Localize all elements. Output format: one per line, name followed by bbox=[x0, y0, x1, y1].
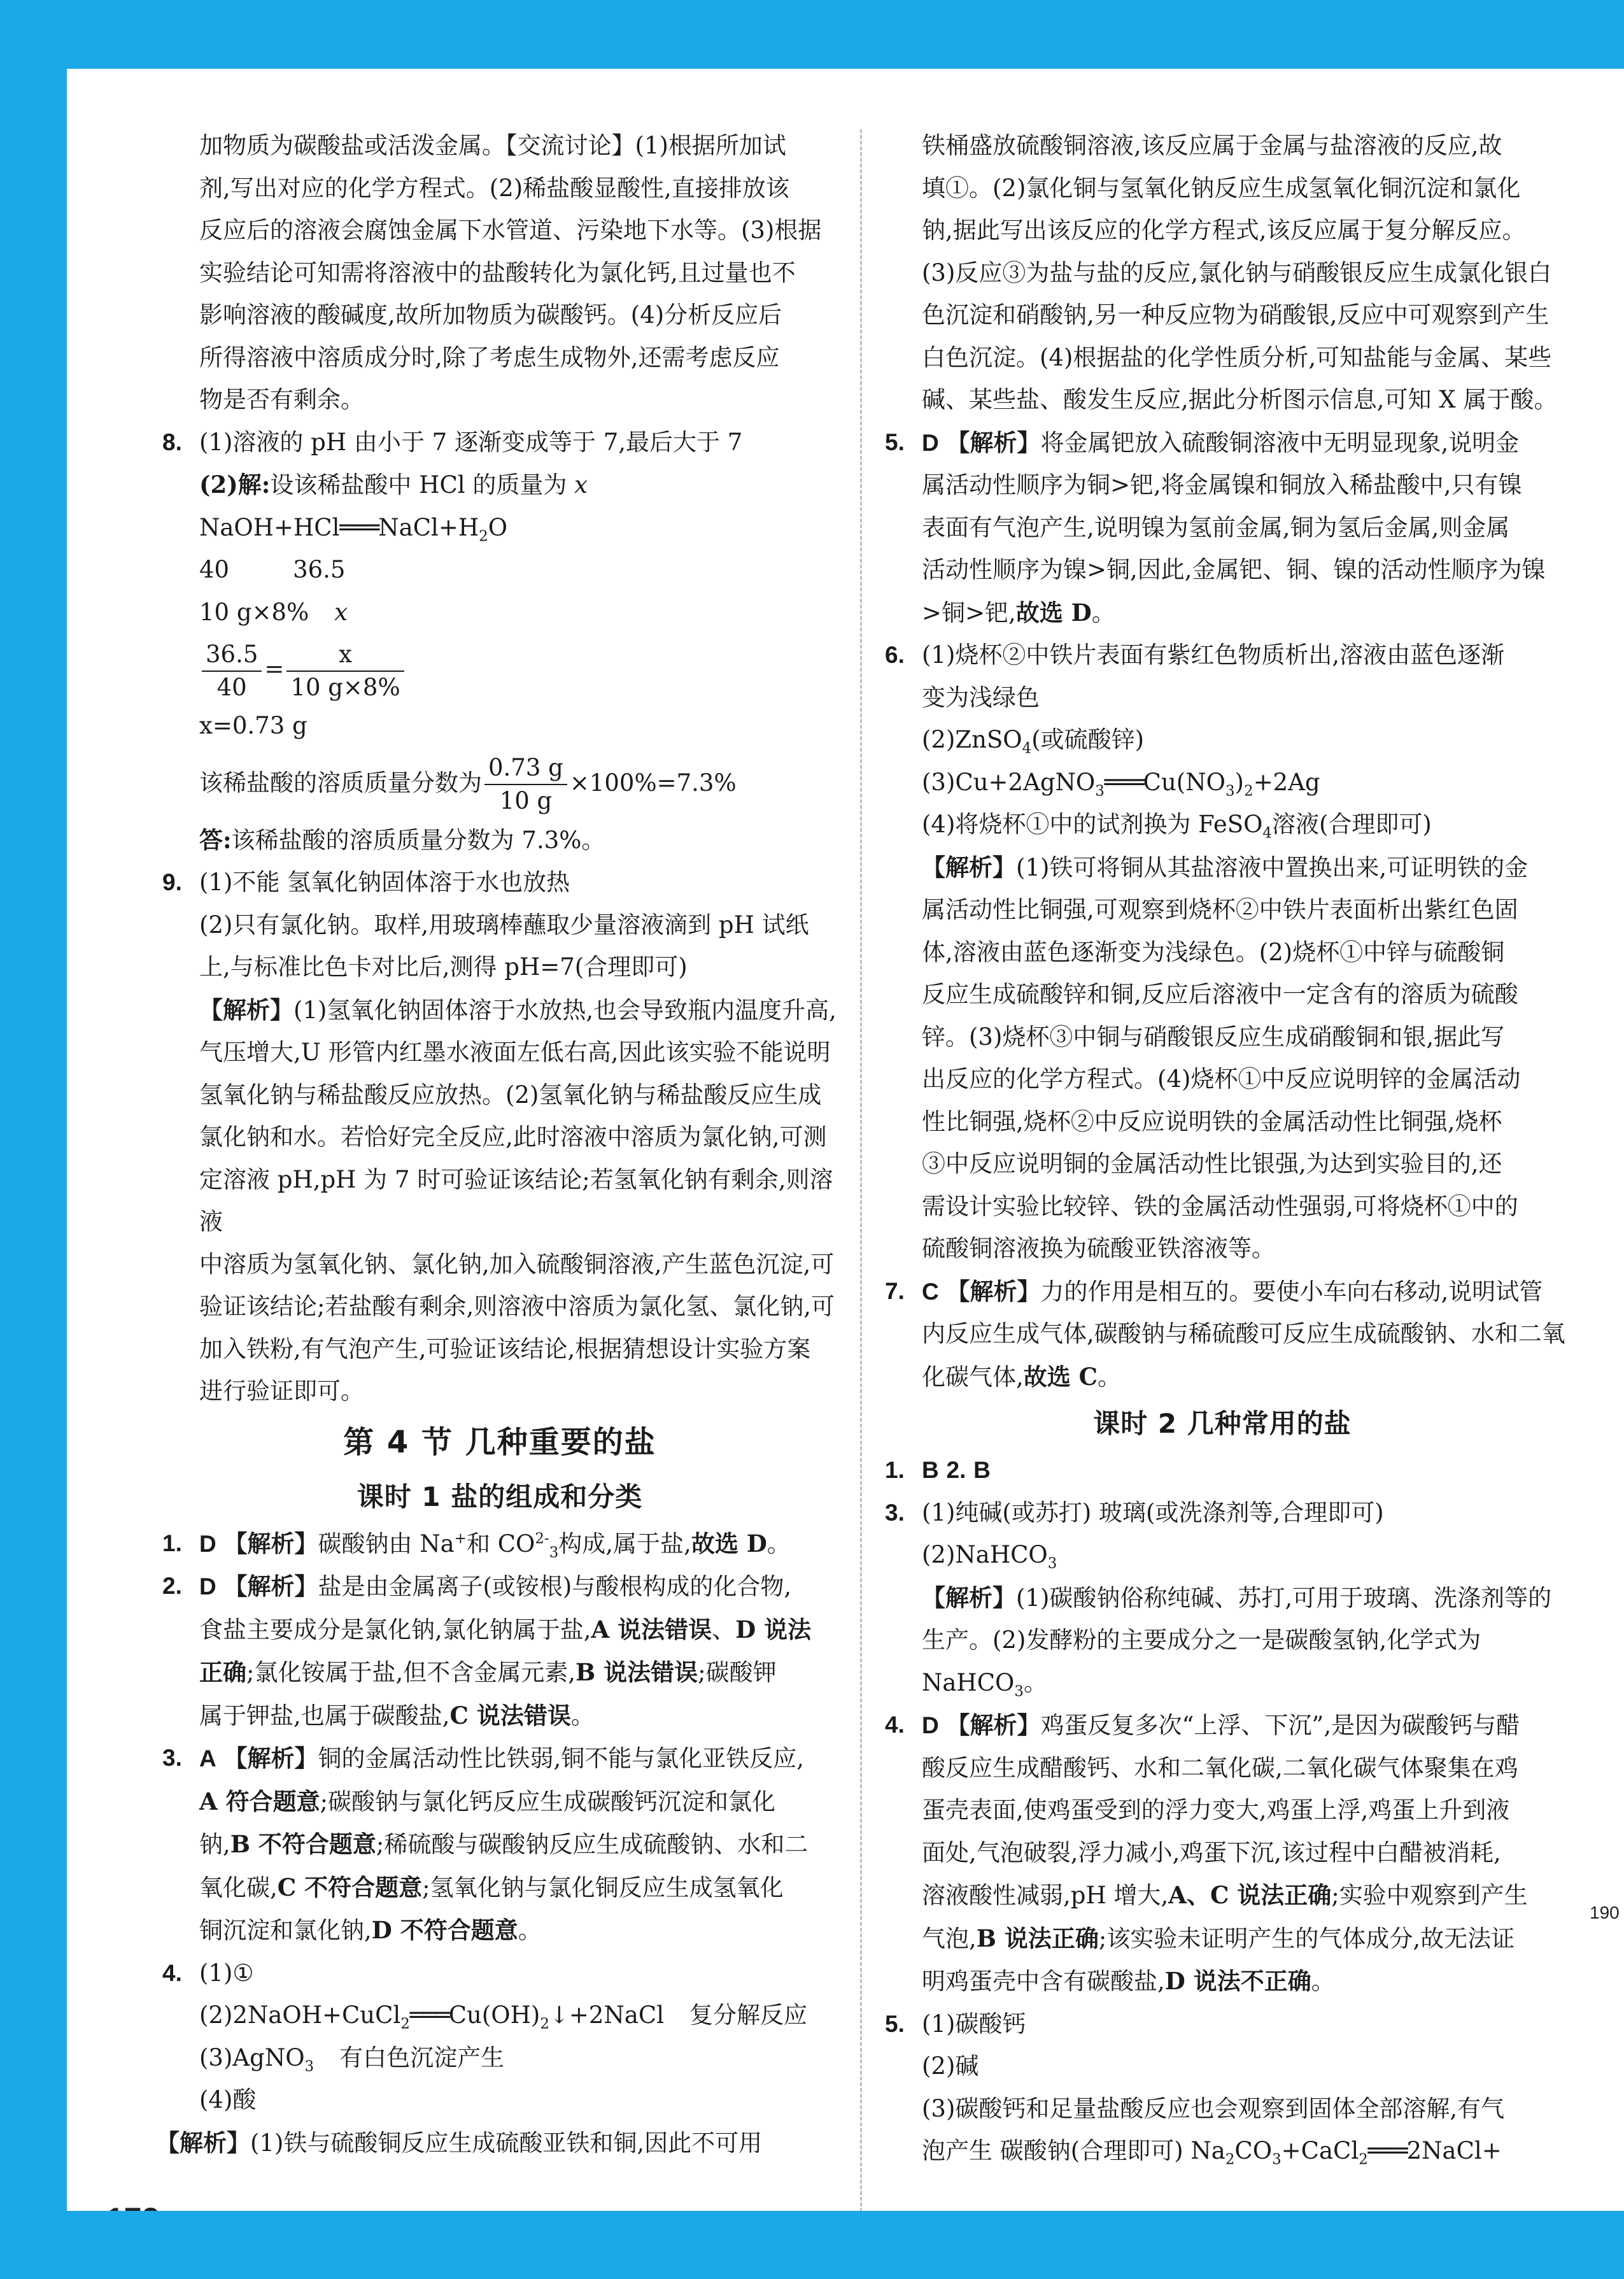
answer-3b bbox=[879, 1492, 1566, 1705]
text-line: NaHCO$_3$。 bbox=[922, 1668, 1047, 1700]
text-line: 面处,气泡破裂,浮力减小,鸡蛋下沉,该过程中白醋被消耗, bbox=[922, 1838, 1501, 1866]
text-line: 体,溶液由蓝色逐渐变为浅绿色。(2)烧杯①中锌与硫酸铜 bbox=[922, 938, 1505, 966]
proportion-line: $\frac{36.5}{40}$ = $\frac{x}{10 g\times 8\%}$ bbox=[199, 634, 844, 705]
text-line: 剂,写出对应的化学方程式。(2)稀盐酸显酸性,直接排放该 bbox=[199, 174, 789, 202]
question-number: 8. bbox=[162, 429, 182, 455]
text-line: 氧化碳,C 不符合题意;氢氧化钠与氯化铜反应生成氢氧化 bbox=[199, 1873, 784, 1901]
answer-4b bbox=[879, 1704, 1566, 2003]
answer-1 bbox=[156, 1523, 844, 1566]
text-line: D 【解析】鸡蛋反复多次“上浮、下沉”,是因为碳酸钙与醋 bbox=[922, 1711, 1520, 1739]
choice-answer: D bbox=[199, 1530, 216, 1557]
text-line: 表面有气泡产生,说明镍为氢前金属,铜为氢后金属,则金属 bbox=[922, 513, 1510, 541]
analysis-tag: 【解析】 bbox=[156, 2128, 250, 2157]
analysis-tag: 【解析】 bbox=[922, 1583, 1016, 1612]
text-line: 【解析】(1)铁可将铜从其盐溶液中置换出来,可证明铁的金 bbox=[922, 853, 1529, 881]
text-line: 反应生成硫酸锌和铜,反应后溶液中一定含有的溶质为硫酸 bbox=[922, 981, 1518, 1008]
text-line: (1)碳酸钙 bbox=[922, 2010, 1026, 2038]
text-line: 正确;氯化铵属于盐,但不含金属元素,B 说法错误;碳酸钾 bbox=[199, 1658, 777, 1686]
analysis-tag: 【解析】 bbox=[223, 1529, 318, 1558]
answer-7 bbox=[879, 1270, 1566, 1399]
text-line: 溶液酸性减弱,pH 增大,A、C 说法正确;实验中观察到产生 bbox=[922, 1881, 1528, 1909]
text-line: 食盐主要成分是氯化钠,氯化钠属于盐,A 说法错误、D 说法 bbox=[199, 1615, 812, 1644]
text-line: 反应后的溶液会腐蚀金属下水管道、污染地下水等。(3)根据 bbox=[199, 217, 822, 244]
text-line: 【解析】(1)碳酸钠俗称纯碱、苏打,可用于玻璃、洗涤剂等的 bbox=[922, 1583, 1552, 1612]
fraction: $\frac{x}{10 g\times 8\%}$ bbox=[286, 639, 404, 704]
text-line: 验证该结论;若盐酸有剩余,则溶液中溶质为氯化氢、氯化钠,可 bbox=[199, 1293, 835, 1320]
answer-2 bbox=[156, 1565, 844, 1737]
text-line: (2)解:设该稀盐酸中 HCl 的质量为 x bbox=[199, 471, 588, 499]
text-line: (3)AgNO$_3$ 有白色沉淀产生 bbox=[199, 2043, 505, 2075]
text-line: 加物质为碳酸盐或活泼金属。【交流讨论】(1)根据所加试 bbox=[199, 132, 786, 159]
text-line: 中溶质为氢氧化钠、氯化钠,加入硫酸铜溶液,产生蓝色沉淀,可 bbox=[199, 1250, 835, 1278]
choice-answer: C bbox=[922, 1278, 939, 1305]
text-line: 碱、某些盐、酸发生反应,据此分析图示信息,可知 X 属于酸。 bbox=[922, 386, 1558, 413]
fraction: $\frac{36.5}{40}$ bbox=[202, 639, 262, 704]
choice-answer: D bbox=[922, 429, 939, 456]
text-line: 明鸡蛋壳中含有碳酸盐,D 说法不正确。 bbox=[922, 1967, 1335, 1995]
text-line: 实验结论可知需将溶液中的盐酸转化为氯化钙,且过量也不 bbox=[199, 259, 796, 287]
text-line: 化碳气体,故选 C。 bbox=[922, 1362, 1122, 1391]
question-number: 3. bbox=[885, 1499, 905, 1526]
text-line: 影响溶液的酸碱度,故所加物质为碳酸钙。(4)分析反应后 bbox=[199, 301, 782, 329]
text-line: (1)不能 氢氧化钠固体溶于水也放热 bbox=[199, 869, 570, 896]
text-line: 【解析】(1)铁与硫酸铜反应生成硫酸亚铁和铜,因此不可用 bbox=[156, 2128, 763, 2157]
choice-answer: D bbox=[922, 1712, 939, 1738]
text-line: (1)溶液的 pH 由小于 7 逐渐变成等于 7,最后大于 7 bbox=[199, 428, 743, 456]
analysis-tag: 【解析】 bbox=[922, 853, 1016, 881]
analysis-tag: 【解析】 bbox=[946, 1277, 1041, 1305]
text-line: (2)NaHCO$_3$ bbox=[922, 1541, 1057, 1572]
text-line: 进行验证即可。 bbox=[199, 1377, 364, 1405]
text-line: (2)ZnSO$_4$(或硫酸锌) bbox=[922, 726, 1145, 757]
text-line: 气泡,B 说法正确;该实验未证明产生的气体成分,故无法证 bbox=[922, 1924, 1515, 1952]
question-number: 5. bbox=[885, 2010, 905, 2037]
text-line: 属活动性比铜强,可观察到烧杯②中铁片表面析出紫红色固 bbox=[922, 896, 1518, 923]
question-number: 7. bbox=[885, 1277, 905, 1304]
solution-label: (2)解: bbox=[199, 471, 271, 499]
text-line: 氯化钠和水。若恰好完全反应,此时溶液中溶质为氯化钠,可测 bbox=[199, 1123, 827, 1151]
text-line: 答:该稀盐酸的溶质质量分数为 7.3%。 bbox=[199, 825, 605, 854]
text-line: (3)反应③为盐与盐的反应,氯化钠与硝酸银反应生成氯化银白 bbox=[922, 259, 1552, 287]
analysis-tag: 【解析】 bbox=[199, 995, 293, 1024]
question-number: 3. bbox=[162, 1745, 182, 1771]
choice-answer: A bbox=[199, 1745, 216, 1771]
question-number: 4. bbox=[162, 1959, 182, 1986]
text-line: ③中反应说明铜的金属活动性比银强,为达到实验目的,还 bbox=[922, 1150, 1502, 1177]
question-number: 9. bbox=[162, 869, 182, 895]
text-line: 白色沉淀。(4)根据盐的化学性质分析,可知盐能与金属、某些 bbox=[922, 343, 1552, 371]
text-line bbox=[922, 1449, 1566, 1492]
text-line: 性比铜强,烧杯②中反应说明铁的金属活动性比铜强,烧杯 bbox=[922, 1107, 1502, 1135]
text-line: 【解析】(1)氢氧化钠固体溶于水放热,也会导致瓶内温度升高, bbox=[199, 995, 837, 1024]
text-line: 铁桶盛放硫酸铜溶液,该反应属于金属与盐溶液的反应,故 bbox=[922, 132, 1502, 159]
answer-3 bbox=[156, 1737, 844, 1952]
analysis-tag: 【解析】 bbox=[946, 428, 1041, 457]
text-line: 钠,B 不符合题意;稀硫酸与碳酸钠反应生成硫酸钠、水和二 bbox=[199, 1830, 808, 1858]
lesson-title: 课时 1 盐的组成和分类 bbox=[357, 1480, 643, 1512]
column-divider bbox=[860, 129, 862, 2218]
text-line: (1)烧杯②中铁片表面有紫红色物质析出,溶液由蓝色逐渐 bbox=[922, 641, 1505, 669]
answer-4 bbox=[156, 1952, 844, 2165]
lesson-title: 课时 2 几种常用的盐 bbox=[1093, 1408, 1352, 1439]
equation-line: $(3)Cu+2AgNO_3═══Cu(NO_3)_2+2Ag$ bbox=[922, 768, 1320, 799]
analysis-tag: 【解析】 bbox=[946, 1711, 1041, 1739]
question-number: 1. bbox=[885, 1457, 905, 1483]
analysis-tag: 【解析】 bbox=[223, 1744, 318, 1772]
question-number: 1. bbox=[162, 1530, 182, 1556]
text-line: 蛋壳表面,使鸡蛋受到的浮力变大,鸡蛋上浮,鸡蛋上升到液 bbox=[922, 1796, 1510, 1824]
text-line: 铜沉淀和氯化钠,D 不符合题意。 bbox=[199, 1916, 542, 1944]
page-number-margin: 190 bbox=[1590, 1903, 1620, 1922]
answer-5 bbox=[879, 422, 1566, 635]
text-line: 锌。(3)烧杯③中铜与硝酸银反应生成硝酸铜和银,据此写 bbox=[922, 1023, 1505, 1051]
text-line: 定溶液 pH,pH 为 7 时可验证该结论;若氢氧化钠有剩余,则溶液 bbox=[199, 1165, 833, 1235]
equation-line: $(2)2NaOH+CuCl_2═══Cu(OH)_2↓+2NaCl$ 复分解反应 bbox=[199, 2001, 808, 2033]
choice-answer: B bbox=[973, 1457, 991, 1483]
text-line: 所得溶液中溶质成分时,除了考虑生成物外,还需考虑反应 bbox=[199, 343, 780, 371]
text-line: 变为浅绿色 bbox=[922, 683, 1040, 711]
question-number: 5. bbox=[885, 429, 905, 455]
text-line: A 【解析】铜的金属活动性比铁弱,铜不能与氯化亚铁反应, bbox=[199, 1744, 805, 1772]
text-line: 属活动性顺序为铜>钯,将金属镍和铜放入稀盐酸中,只有镍 bbox=[922, 471, 1522, 499]
question-number: 2. bbox=[162, 1573, 182, 1599]
text-line: 氢氧化钠与稀盐酸反应放热。(2)氢氧化钠与稀盐酸反应生成 bbox=[199, 1081, 822, 1109]
section-title: 第 4 节 几种重要的盐 bbox=[343, 1424, 656, 1460]
bottom-frame-bar bbox=[0, 2211, 1624, 2279]
text-line: 钠,据此写出该反应的化学方程式,该反应属于复分解反应。 bbox=[922, 217, 1526, 244]
fraction: $\frac{0.73 g}{10 g}$ bbox=[484, 752, 567, 817]
equation-line: 泡产生 碳酸钠(合理即可) $Na_2CO_3+CaCl_2═══2NaCl+$ bbox=[922, 2137, 1502, 2168]
result-line: x=0.73 g bbox=[199, 712, 307, 739]
text-line: 气压增大,U 形管内红墨水液面左低右高,因此该实验不能说明 bbox=[199, 1039, 831, 1066]
answer-9 bbox=[156, 862, 844, 1413]
text-line: (1)纯碱(或苏打) 玻璃(或洗涤剂等,合理即可) bbox=[922, 1498, 1384, 1526]
text-line: 出反应的化学方程式。(4)烧杯①中反应说明锌的金属活动 bbox=[922, 1065, 1521, 1093]
answer-5b bbox=[879, 2003, 1566, 2173]
text-line: D 【解析】将金属钯放入硫酸铜溶液中无明显现象,说明金 bbox=[922, 428, 1520, 457]
left-column bbox=[156, 125, 844, 2226]
right-column bbox=[879, 125, 1566, 2226]
answer-1-2 bbox=[879, 1449, 1566, 1492]
text-line: 色沉淀和硝酸钠,另一种反应物为硝酸银,反应中可观察到产生 bbox=[922, 301, 1550, 329]
choice-answer: D bbox=[199, 1573, 216, 1600]
answer-6 bbox=[879, 634, 1566, 1270]
text-line: 物是否有剩余。 bbox=[199, 386, 364, 413]
text-line: 加入铁粉,有气泡产生,可验证该结论,根据猜想设计实验方案 bbox=[199, 1335, 811, 1363]
text-line: (4)将烧杯①中的试剂换为 FeSO$_4$溶液(合理即可) bbox=[922, 811, 1432, 842]
equation-line: $NaOH+HCl═══NaCl+H_2O$ bbox=[199, 513, 508, 544]
question-number: 4. bbox=[885, 1712, 905, 1738]
text-line: 酸反应生成醋酸钙、水和二氧化碳,二氧化碳气体聚集在鸡 bbox=[922, 1754, 1518, 1782]
text-line: >铜>钯,故选 D。 bbox=[922, 598, 1115, 627]
text-line: 填①。(2)氯化铜与氢氧化钠反应生成氢氧化铜沉淀和氯化 bbox=[922, 174, 1521, 202]
text-line: 硫酸铜溶液换为硫酸亚铁溶液等。 bbox=[922, 1235, 1275, 1262]
text-line: 需设计实验比较锌、铁的金属活动性强弱,可将烧杯①中的 bbox=[922, 1192, 1518, 1220]
text-line: 上,与标准比色卡对比后,测得 pH=7(合理即可) bbox=[199, 953, 688, 981]
analysis-tag: 【解析】 bbox=[223, 1572, 318, 1600]
answer-page bbox=[67, 69, 1624, 2211]
text-line: (4)酸 bbox=[199, 2086, 257, 2113]
text-line: 内反应生成气体,碳酸钠与稀硫酸可反应生成硫酸钠、水和二氧 bbox=[922, 1320, 1565, 1347]
text-line: 属于钾盐,也属于碳酸盐,C 说法错误。 bbox=[199, 1701, 595, 1729]
text-line: D 【解析】碳酸钠由 Na+和 $CO^{2-}_3$构成,属于盐,故选 D。 bbox=[199, 1529, 791, 1561]
text-line: (2)碱 bbox=[922, 2052, 979, 2080]
percent-line: 该稀盐酸的溶质质量分数为 $\frac{0.73 g}{10 g}$ ×100%=7.3% bbox=[199, 748, 844, 819]
question-number: 6. bbox=[885, 642, 905, 668]
text-line: (2)只有氯化钠。取样,用玻璃棒蘸取少量溶液滴到 pH 试纸 bbox=[199, 911, 809, 939]
choice-answer: B bbox=[922, 1457, 939, 1483]
text-line: (1)① bbox=[199, 1959, 254, 1987]
top-frame-bar bbox=[0, 0, 1624, 69]
text-line: A 符合题意;碳酸钠与氯化钙反应生成碳酸钙沉淀和氯化 bbox=[199, 1787, 776, 1815]
mass-line: 40 36.5 bbox=[199, 556, 346, 583]
value-line: 10 g×8% x bbox=[199, 598, 348, 626]
text-line: 活动性顺序为镍>铜,因此,金属钯、铜、镍的活动性顺序为镍 bbox=[922, 556, 1546, 583]
text-line: C 【解析】力的作用是相互的。要使小车向右移动,说明试管 bbox=[922, 1277, 1543, 1305]
text-line: 生产。(2)发酵粉的主要成分之一是碳酸氢钠,化学式为 bbox=[922, 1626, 1481, 1654]
question-number: 2. bbox=[946, 1457, 966, 1483]
text-line: D 【解析】盐是由金属离子(或铵根)与酸根构成的化合物, bbox=[199, 1572, 792, 1600]
answer-8 bbox=[156, 422, 844, 862]
text-line: (3)碳酸钙和足量盐酸反应也会观察到固体全部溶解,有气 bbox=[922, 2094, 1505, 2122]
